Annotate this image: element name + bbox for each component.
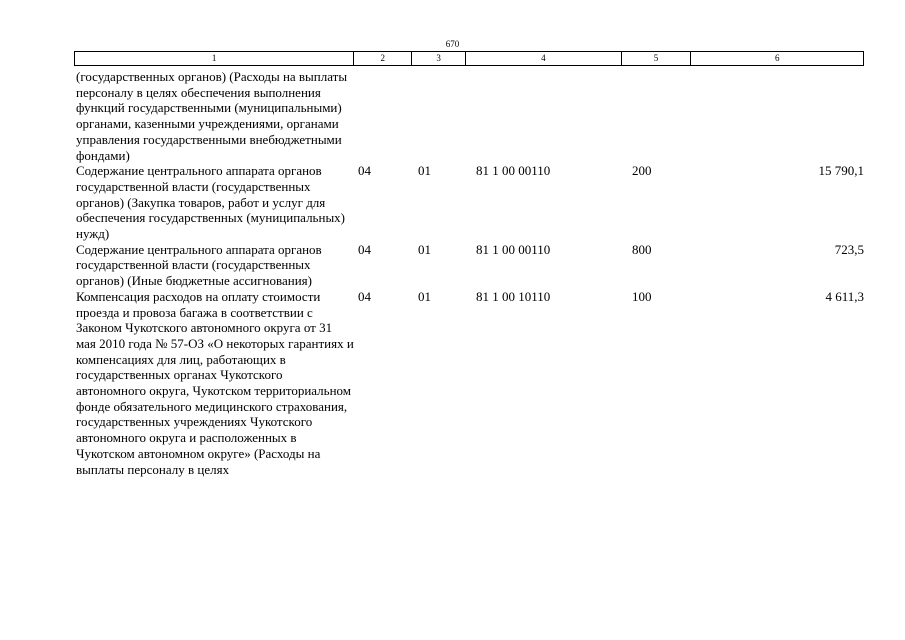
table-row	[74, 163, 864, 242]
row-section: 04	[358, 288, 371, 304]
header-col-5: 5	[622, 52, 692, 65]
row-target: 81 1 00 10110	[476, 288, 551, 304]
header-col-2: 2	[354, 52, 412, 65]
table-body	[74, 69, 864, 477]
row-section: 04	[358, 241, 371, 257]
header-col-3: 3	[412, 52, 466, 65]
row-name: Содержание центрального аппарата органов государственной власти (государственных органов) (Иные бюджетные ассигнования)	[76, 241, 322, 289]
row-target: 81 1 00 00110	[476, 163, 551, 179]
row-type	[632, 69, 702, 163]
row-type: 200	[632, 163, 652, 179]
row-subsection	[418, 69, 476, 163]
table-row	[74, 289, 864, 477]
row-name: Содержание центрального аппарата органов государственной власти (государственных органов) (Закупка товаров, работ и услуг для обеспечения государственных (муниципальных) нужд)	[76, 163, 346, 242]
row-target	[476, 69, 632, 163]
table-row	[74, 69, 864, 163]
row-amount: 15 790,1	[818, 163, 864, 179]
row-subsection: 01	[418, 163, 431, 179]
row-amount	[702, 69, 864, 163]
table-row	[74, 242, 864, 289]
row-name: Компенсация расходов на оплату стоимости проезда и провоза багажа в соответствии с Законом Чукотского автономного округа от 31 мая 2010 года № 57-ОЗ «О некоторых гарантиях и компенсациях для лиц, работающих в государственных органах Чукотского автономного округа, Чукотском территориальном фонде обязательного медицинского страхования, государственных учреждениях Чукотского автономного округа и расположенных в Чукотском автономном округе» (Расходы на выплаты персоналу в целях	[76, 288, 354, 477]
row-section: 04	[358, 163, 371, 179]
header-col-4: 4	[466, 52, 622, 65]
row-section	[354, 69, 418, 163]
row-subsection: 01	[418, 241, 431, 257]
row-amount: 723,5	[834, 241, 864, 257]
row-target: 81 1 00 00110	[476, 241, 551, 257]
row-subsection: 01	[418, 288, 431, 304]
table-header	[74, 51, 864, 66]
row-type: 100	[632, 288, 652, 304]
page-number: 670	[445, 39, 460, 49]
row-amount: 4 611,3	[825, 288, 864, 304]
header-col-1: 1	[75, 52, 354, 65]
row-name: (государственных органов) (Расходы на выплаты персоналу в целях обеспечения выполнения функций государственными (муниципальными) органами, казенными учреждениями, органами управления государственными внебюджетными фондами)	[76, 69, 348, 163]
header-col-6: 6	[774, 53, 780, 63]
row-type: 800	[632, 241, 652, 257]
